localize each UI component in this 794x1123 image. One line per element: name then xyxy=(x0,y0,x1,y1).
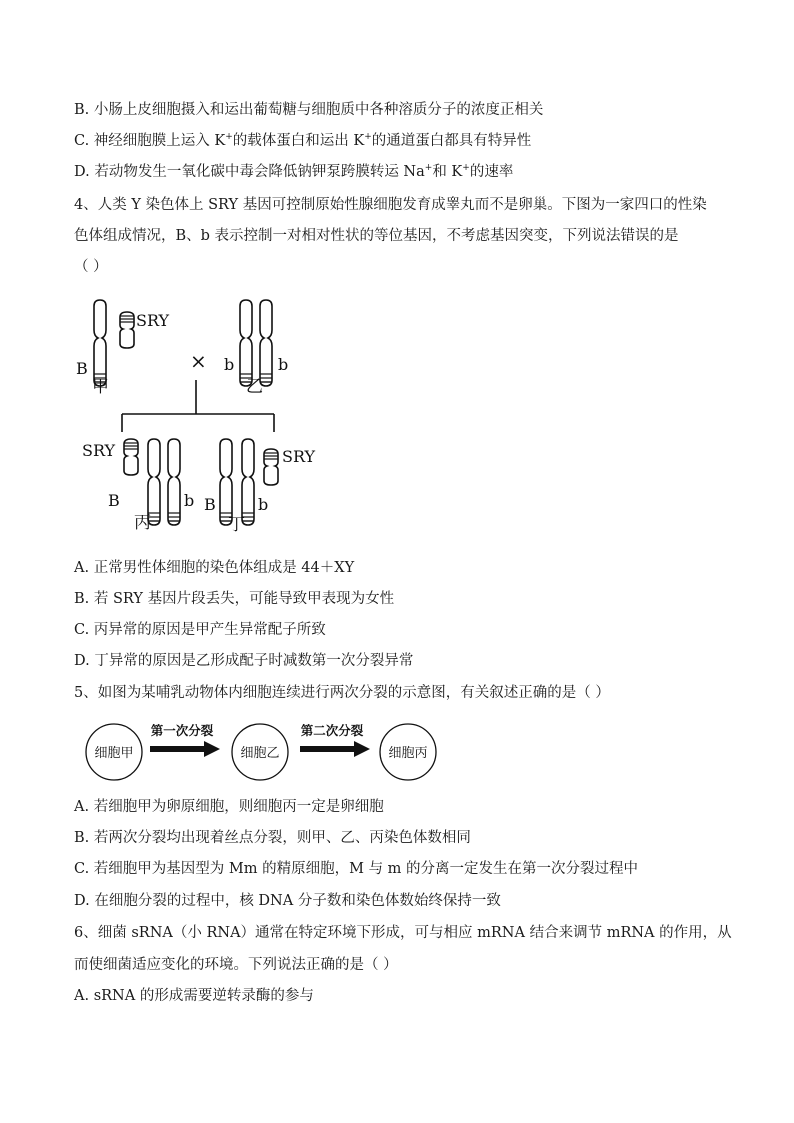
mother-yi xyxy=(224,300,288,397)
q5-option-a: A. 若细胞甲为卵原细胞，则细胞丙一定是卵细胞 xyxy=(74,799,384,815)
q6-stem-line-2: 而使细菌适应变化的环境。下列说法正确的是（ ） xyxy=(74,957,398,973)
allele-b-upper: B xyxy=(204,495,216,514)
q3-option-d: D. 若动物发生一氧化碳中毒会降低钠钾泵跨膜转运 Na+和 K+的速率 xyxy=(74,163,514,180)
svg-text:细胞丙: 细胞丙 xyxy=(388,746,428,761)
cell-bing xyxy=(380,724,436,780)
cross-symbol: × xyxy=(190,349,207,373)
cell-yi xyxy=(232,724,288,780)
label-yi: 乙 xyxy=(246,377,263,397)
svg-text:第一次分裂: 第一次分裂 xyxy=(150,723,214,738)
label-jia: 甲 xyxy=(92,377,109,397)
q5-option-c: C. 若细胞甲为基因型为 Mm 的精原细胞，M 与 m 的分离一定发生在第一次分裂过程中 xyxy=(74,861,639,877)
q6-stem-line-1: 6、细菌 sRNA（小 RNA）通常在特定环境下形成，可与相应 mRNA 结合来调节 mRNA 的作用，从 xyxy=(74,925,732,941)
father-jia xyxy=(76,300,170,397)
allele-b-lower: b xyxy=(258,495,269,514)
sry-label: SRY xyxy=(136,311,170,330)
q5-option-d: D. 在细胞分裂的过程中，核 DNA 分子数和染色体数始终保持一致 xyxy=(74,893,501,909)
allele-b-lower: b xyxy=(224,355,235,374)
allele-b-lower: b xyxy=(184,491,195,510)
label-ding: 丁 xyxy=(228,515,245,535)
child-bing xyxy=(82,439,194,533)
q6-option-a: A. sRNA 的形成需要逆转录酶的参与 xyxy=(74,988,314,1004)
sry-label: SRY xyxy=(82,441,116,460)
q4-chromosome-figure xyxy=(74,296,334,546)
q5-option-b: B. 若两次分裂均出现着丝点分裂，则甲、乙、丙染色体数相同 xyxy=(74,830,471,846)
q4-stem-line-2: 色体组成情况，B、b 表示控制一对相对性状的等位基因，不考虑基因突变，下列说法错误的是 xyxy=(74,228,679,244)
arrow-second-division xyxy=(300,723,370,757)
child-ding xyxy=(204,439,316,535)
q4-stem-line-1: 4、人类 Y 染色体上 SRY 基因可控制原始性腺细胞发育成睾丸而不是卵巢。下图为一家四口的性染 xyxy=(74,197,707,213)
q5-cell-division-figure xyxy=(74,714,444,786)
cell-jia xyxy=(86,724,142,780)
q4-option-c: C. 丙异常的原因是甲产生异常配子所致 xyxy=(74,622,326,638)
allele-b-lower: b xyxy=(278,355,289,374)
sry-label: SRY xyxy=(282,447,316,466)
allele-b-upper: B xyxy=(108,491,120,510)
svg-text:细胞甲: 细胞甲 xyxy=(94,746,134,761)
q3-option-b: B. 小肠上皮细胞摄入和运出葡萄糖与细胞质中各种溶质分子的浓度正相关 xyxy=(74,102,544,118)
svg-text:第二次分裂: 第二次分裂 xyxy=(300,723,364,738)
label-bing: 丙 xyxy=(134,513,151,533)
q3-option-c: C. 神经细胞膜上运入 K+的载体蛋白和运出 K+的通道蛋白都具有特异性 xyxy=(74,132,532,149)
q4-option-d: D. 丁异常的原因是乙形成配子时减数第一次分裂异常 xyxy=(74,653,414,669)
arrow-first-division xyxy=(150,723,220,757)
q4-stem-line-3: （ ） xyxy=(74,259,108,275)
allele-b-upper: B xyxy=(76,359,88,378)
svg-text:细胞乙: 细胞乙 xyxy=(240,746,280,761)
q5-stem: 5、如图为某哺乳动物体内细胞连续进行两次分裂的示意图，有关叙述正确的是（ ） xyxy=(74,685,610,701)
q4-option-a: A. 正常男性体细胞的染色体组成是 44＋XY xyxy=(74,560,355,576)
q4-option-b: B. 若 SRY 基因片段丢失，可能导致甲表现为女性 xyxy=(74,591,395,607)
